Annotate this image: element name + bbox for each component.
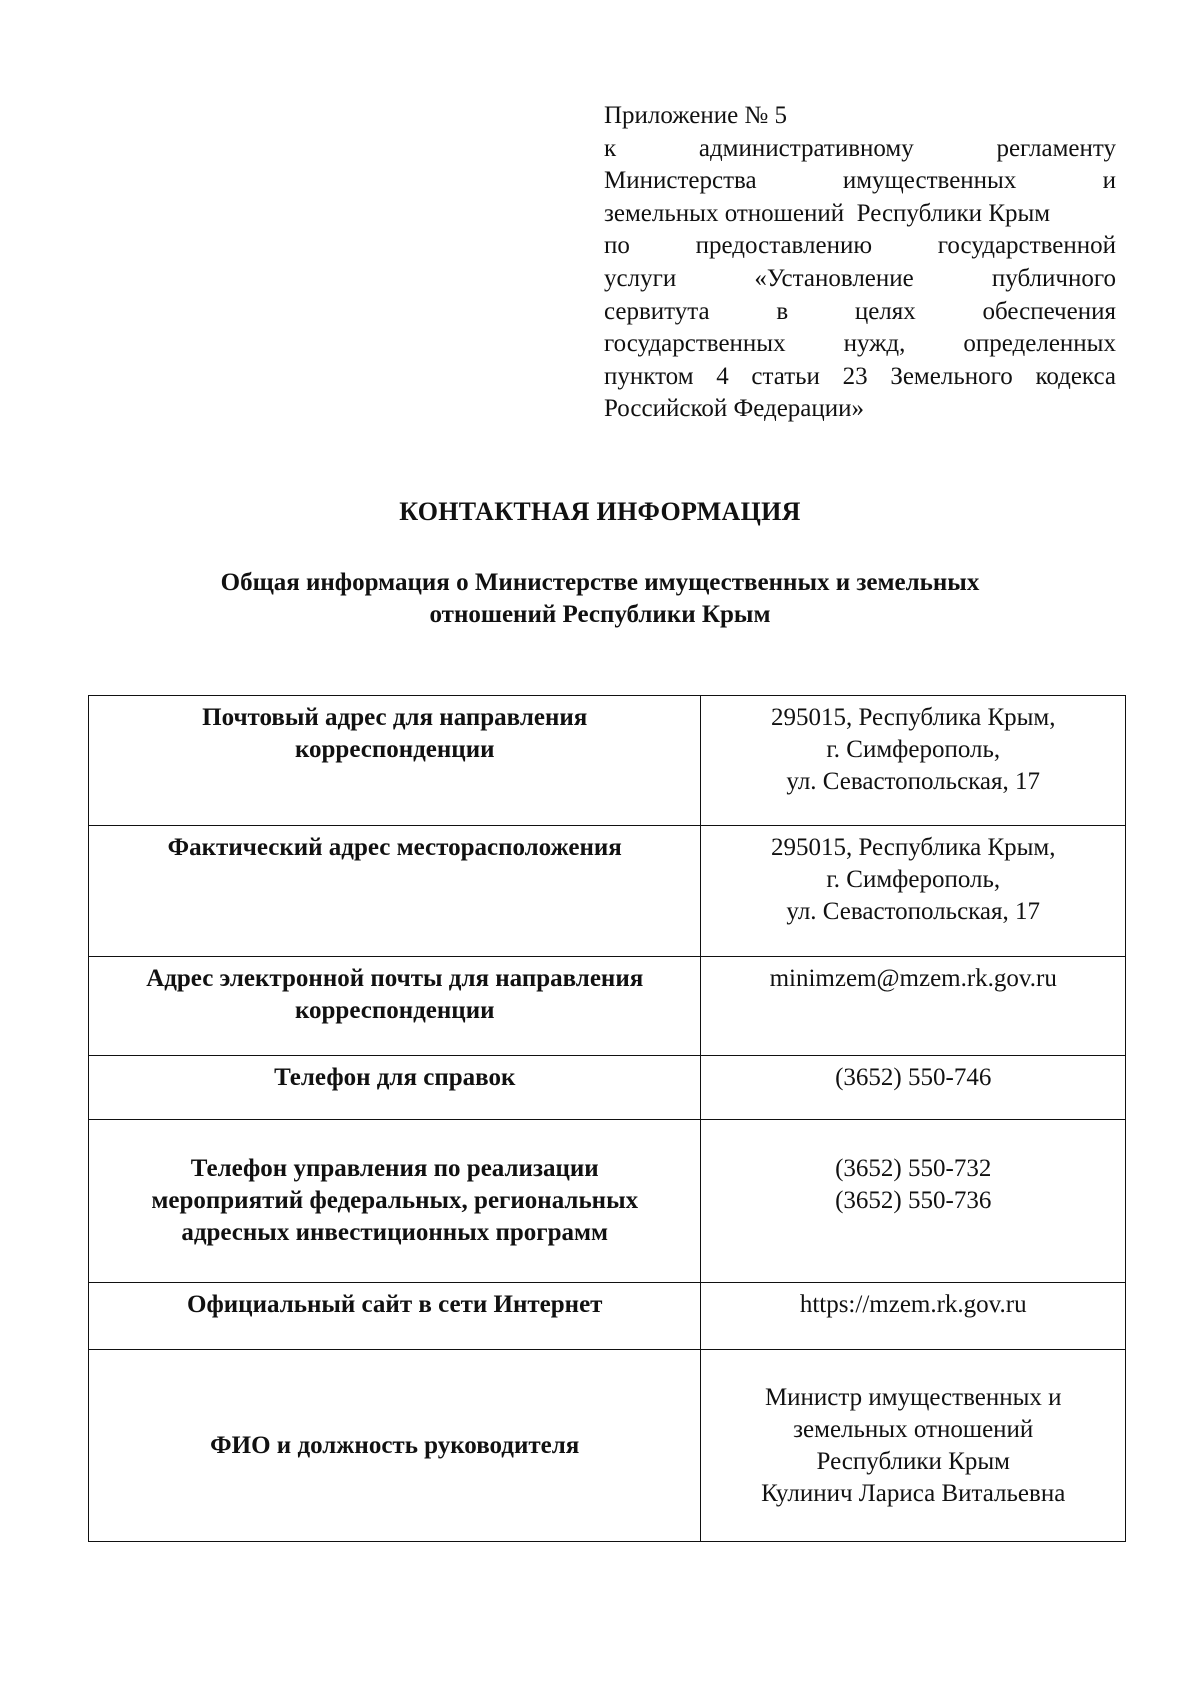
document-subtitle [0,567,1200,631]
appendix-line: к административному регламенту [604,134,1116,162]
table-row [89,696,1126,826]
appendix-line: сервитута в целях обеспечения [604,297,1116,325]
row-label-email: Адрес электронной почты для направления корреспонденции [89,957,701,1056]
table-row [89,826,1126,957]
subtitle-line: Общая информация о Министерстве имущественных и земельных [220,569,980,596]
row-label-department-phone: Телефон управления по реализации мероприятий федеральных, региональных адресных инвестиционных программ [89,1120,701,1283]
appendix-line: пунктом 4 статьи 23 Земельного кодекса [604,362,1116,390]
appendix-line: услуги «Установление публичного [604,264,1116,292]
table-row [89,1283,1126,1350]
appendix-header [604,100,1116,426]
row-value-postal-address: 295015, Республика Крым, г. Симферополь, ул. Севастопольская, 17 [701,696,1126,826]
row-label-actual-address: Фактический адрес месторасположения [89,826,701,957]
appendix-line: по предоставлению государственной [604,232,1116,260]
appendix-line: Приложение № 5 [604,102,788,129]
row-value-email: minimzem@mzem.rk.gov.ru [701,957,1126,1056]
row-label-website: Официальный сайт в сети Интернет [89,1283,701,1350]
table-row [89,957,1126,1056]
appendix-line: Российской Федерации» [604,395,865,423]
table-row [89,1120,1126,1283]
appendix-line: государственных нужд, определенных [604,330,1116,358]
contact-info-table [88,695,1126,1542]
appendix-line: Министерства имущественных и [604,167,1116,195]
table-row [89,1350,1126,1542]
subtitle-line: отношений Республики Крым [429,601,771,628]
row-label-postal-address: Почтовый адрес для направления корреспонденции [89,696,701,826]
appendix-line: земельных отношений Республики Крым [604,199,1051,227]
table-row [89,1056,1126,1120]
row-value-department-phone: (3652) 550-732 (3652) 550-736 [701,1120,1126,1283]
row-value-head: Министр имущественных и земельных отношений Республики Крым Кулинич Лариса Витальевна [701,1350,1126,1542]
row-label-head: ФИО и должность руководителя [89,1350,701,1542]
row-value-phone: (3652) 550-746 [701,1056,1126,1120]
row-value-website: https://mzem.rk.gov.ru [701,1283,1126,1350]
row-value-actual-address: 295015, Республика Крым, г. Симферополь, ул. Севастопольская, 17 [701,826,1126,957]
row-label-phone: Телефон для справок [89,1056,701,1120]
document-title: КОНТАКТНАЯ ИНФОРМАЦИЯ [399,497,801,526]
